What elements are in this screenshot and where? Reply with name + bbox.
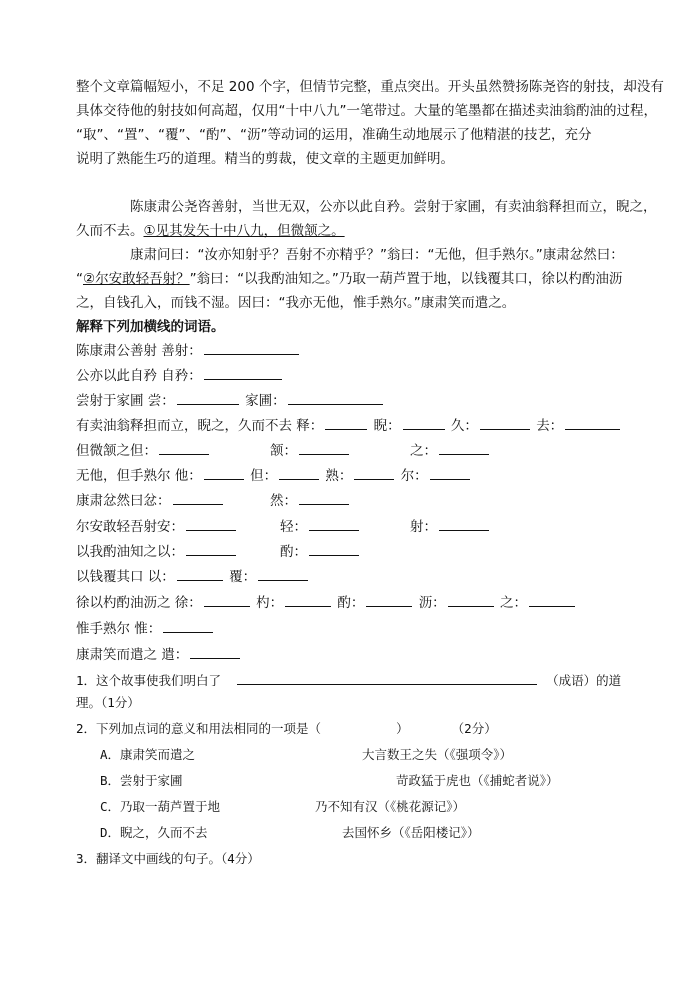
vocab-prompt: 尔： [400,468,428,484]
vocab-prompt: 尝射于家圃 尝： [76,393,175,409]
vocab-row-part [270,492,351,510]
question-text: 1．这个故事使我们明白了 [76,673,222,688]
vocab-prompt: 然： [270,493,297,509]
answer-blank[interactable] [439,442,489,455]
option-a-right: 大言数王之失（《强项令》） [362,747,513,762]
question-1 [76,672,621,690]
vocab-prompt: 酌： [280,544,307,560]
answer-blank[interactable] [366,594,412,607]
option-d-left: D．睨之，久而不去 [100,825,208,840]
answer-blank[interactable] [325,417,367,430]
vocab-row [76,594,577,612]
question-text: （成语）的道 [546,673,622,688]
exercise-heading: 解释下列加横线的词语。 [76,319,225,335]
vocab-prompt: 康肃笑而遣之 遣： [76,647,189,663]
answer-blank[interactable] [237,672,537,685]
vocab-prompt: 以我酌油知之以： [76,544,184,560]
intro-line: 具体交待他的射技如何高超，仅用“十中八九”一笔带过。大量的笔墨都在描述卖油翁酌油的过程， [76,103,657,119]
answer-blank[interactable] [177,568,223,581]
vocab-row [76,342,301,360]
intro-line: 整个文章篇幅短小，不足 200 个字，但情节完整，重点突出。开头虽然赞扬陈尧咨的射技，却没有 [76,79,664,95]
vocab-prompt: 杓： [256,595,284,611]
answer-blank[interactable] [309,518,359,531]
vocab-row-part [410,518,491,536]
vocab-row [76,467,472,485]
question-2 [76,720,497,738]
intro-line: 说明了熟能生巧的道理。精当的剪裁，使文章的主题更加鲜明。 [76,151,454,167]
passage-line: 康肃问曰：“汝亦知射乎？吾射不亦精乎？”翁曰：“无他，但手熟尔。”康肃忿然曰： [130,247,624,263]
option-d-right: 去国怀乡（《岳阳楼记》） [342,825,480,840]
vocab-prompt: 家圃： [245,393,286,409]
answer-blank[interactable] [403,417,445,430]
passage-text: “ [76,271,83,287]
answer-blank[interactable] [529,594,575,607]
vocab-prompt: 酌： [337,595,365,611]
vocab-prompt: 去： [536,418,564,434]
answer-blank[interactable] [258,568,308,581]
passage-line: 陈康肃公尧咨善射，当世无双，公亦以此自矜。尝射于家圃，有卖油翁释担而立，睨之， [130,199,657,215]
underlined-sentence-1: ①见其发矢十中八九，但微颔之。 [143,223,345,239]
vocab-row [76,492,225,510]
answer-blank[interactable] [186,543,236,556]
option-b-left: B．尝射于家圃 [100,773,183,788]
answer-blank[interactable] [565,417,620,430]
answer-blank[interactable] [480,417,530,430]
answer-blank[interactable] [159,442,209,455]
answer-blank[interactable] [285,594,331,607]
vocab-prompt: 射： [410,519,437,535]
answer-blank[interactable] [309,543,359,556]
passage-line [76,222,345,240]
option-a-left: A．康肃笑而遣之 [100,747,196,762]
passage-text: ”翁曰：“以我酌油知之。”乃取一葫芦置于地，以钱覆其口，徐以杓酌油沥 [189,271,623,287]
vocab-prompt: 覆： [229,569,257,585]
underlined-sentence-2: ②尔安敢轻吾射？ [83,271,190,287]
answer-blank[interactable] [204,467,244,480]
vocab-row [76,646,242,664]
vocab-prompt: 陈康肃公善射 善射： [76,343,202,359]
answer-blank[interactable] [430,467,470,480]
vocab-row-part [280,543,361,561]
option-c-left: C．乃取一葫芦置于地 [100,799,221,814]
passage-line [76,270,622,288]
vocab-row [76,442,211,460]
answer-blank[interactable] [186,518,236,531]
answer-blank[interactable] [204,342,299,355]
vocab-prompt: 但微颔之但： [76,443,157,459]
vocab-row [76,367,284,385]
vocab-prompt: 但： [250,468,278,484]
passage-line: 之，自钱孔入，而钱不湿。因曰：“我亦无他，惟手熟尔。”康肃笑而遣之。 [76,295,516,311]
answer-blank[interactable] [288,392,383,405]
vocab-prompt: 之： [499,595,527,611]
intro-line: “取”、“置”、“覆”、“酌”、“沥”等动词的运用，准确生动地展示了他精湛的技艺，充分 [76,127,592,143]
vocab-row [76,543,238,561]
question-text: 2．下列加点词的意义和用法相同的一项是（ [76,721,322,736]
vocab-prompt: 之： [410,443,437,459]
vocab-row-part [410,442,491,460]
answer-blank[interactable] [299,442,349,455]
answer-blank[interactable] [439,518,489,531]
vocab-prompt: 睨： [373,418,401,434]
vocab-prompt: 轻： [280,519,307,535]
vocab-prompt: 惟手熟尔 惟： [76,621,162,637]
vocab-row [76,518,238,536]
vocab-prompt: 康肃忿然曰忿： [76,493,171,509]
vocab-prompt: 有卖油翁释担而立，睨之，久而不去 释： [76,418,324,434]
vocab-prompt: 颔： [270,443,297,459]
answer-blank[interactable] [204,594,250,607]
passage-text: 久而不去。 [76,223,144,239]
vocab-prompt: 久： [450,418,478,434]
option-c-right: 乃不知有汉（《桃花源记》） [315,799,466,814]
answer-blank[interactable] [177,392,239,405]
vocab-prompt: 公亦以此自矜 自矜： [76,368,202,384]
vocab-prompt: 徐以杓酌油沥之 徐： [76,595,202,611]
answer-blank[interactable] [204,367,282,380]
answer-blank[interactable] [354,467,394,480]
question-3: 3．翻译文中画线的句子。（4分） [76,851,260,866]
vocab-row-part [270,442,351,460]
vocab-row-part [280,518,361,536]
vocab-prompt: 无他，但手熟尔 他： [76,468,202,484]
question-1-cont: 理。（1分） [76,695,140,710]
vocab-row [76,417,622,435]
vocab-row [76,620,215,638]
option-b-right: 苛政猛于虎也（《捕蛇者说》） [396,773,559,788]
vocab-row [76,568,310,586]
vocab-prompt: 熟： [325,468,353,484]
answer-blank[interactable] [448,594,494,607]
vocab-row [76,392,385,410]
vocab-prompt: 以钱覆其口 以： [76,569,175,585]
answer-blank[interactable] [279,467,319,480]
question-text: ） [396,721,409,736]
question-score: （2分） [451,721,497,736]
vocab-prompt: 沥： [418,595,446,611]
vocab-prompt: 尔安敢轻吾射安： [76,519,184,535]
answer-blank[interactable] [173,492,223,505]
answer-blank[interactable] [299,492,349,505]
answer-blank[interactable] [163,620,213,633]
answer-blank[interactable] [190,646,240,659]
